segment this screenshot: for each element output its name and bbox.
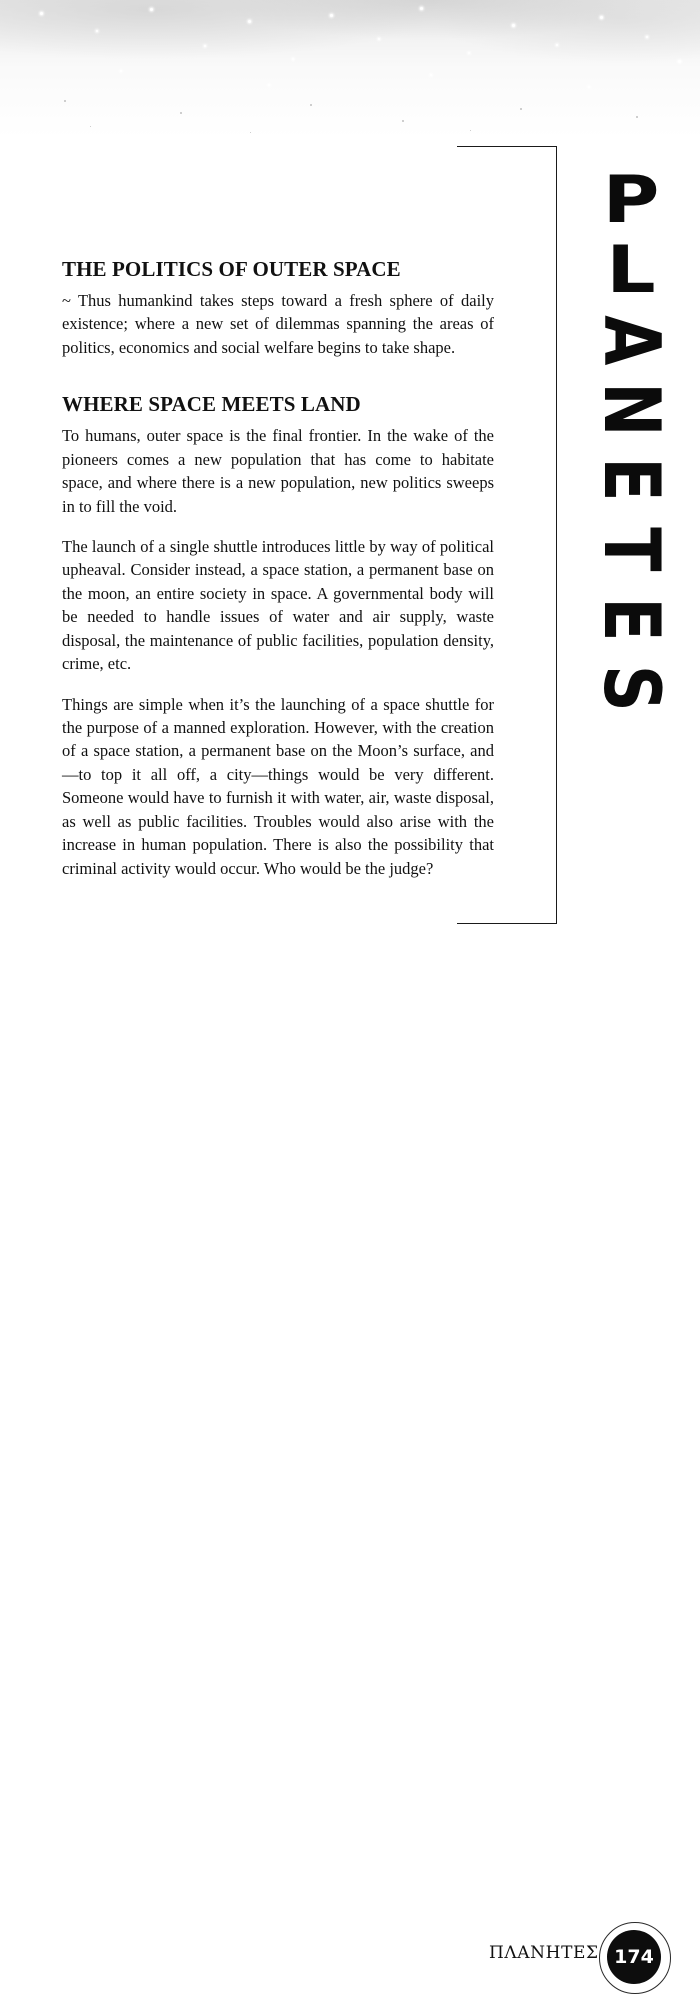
title-glyph: S <box>586 665 678 713</box>
title-glyph: N <box>586 382 678 437</box>
paragraph: ~ Thus humankind takes steps toward a fresh sphere of daily existence; where a new set of dilemmas spanning the areas of politics, economics and social welfare begins to take shape. <box>62 291 494 357</box>
title-glyph: P <box>602 161 660 238</box>
bottom-horizontal-rule <box>457 923 557 924</box>
footer-series-label: ΠΛΑΝΗΤΕΣ <box>489 1943 599 1963</box>
page-footer <box>0 965 700 1968</box>
top-horizontal-rule <box>457 146 557 147</box>
title-glyph: E <box>586 596 678 642</box>
page-number-badge: 174 <box>607 1930 661 1984</box>
article-body <box>62 258 494 880</box>
paragraph: To humans, outer space is the final frontier. In the wake of the pioneers comes a new population that has come to habitate space, and where there is a new population, new politics sweeps in to fill the void. <box>62 426 494 516</box>
section-heading-politics: THE POLITICS OF OUTER SPACE <box>62 257 401 281</box>
title-glyph: T <box>586 526 678 572</box>
title-glyph: A <box>586 314 678 366</box>
vertical-title-planetes <box>586 161 678 770</box>
vertical-rule <box>556 146 557 924</box>
paragraph: The launch of a single shuttle introduces little by way of political upheaval. Consider instead, a space station, a permanent base on the moon, an entire society in space. A governmental body will be needed to handle issues of water and air supply, waste disposal, the maintenance of public facilities, population density, crime, etc. <box>62 537 494 674</box>
title-glyph: L <box>606 230 656 308</box>
section-heading-space-meets-land: WHERE SPACE MEETS LAND <box>62 392 361 417</box>
paragraph: Things are simple when it’s the launching of a space shuttle for the purpose of a manned exploration. However, with the creation of a space station, a permanent base on the Moon’s surface, and—to top it all off, a city—things would be very different. Someone would have to furnish it with water, air, waste disposal, as well as public facilities. Troubles would also arise with the increase in human population. There is also the possibility that criminal activity would occur. Who would be the judge? <box>62 694 494 878</box>
title-glyph: E <box>586 457 678 502</box>
starfield-header-image <box>0 0 700 150</box>
